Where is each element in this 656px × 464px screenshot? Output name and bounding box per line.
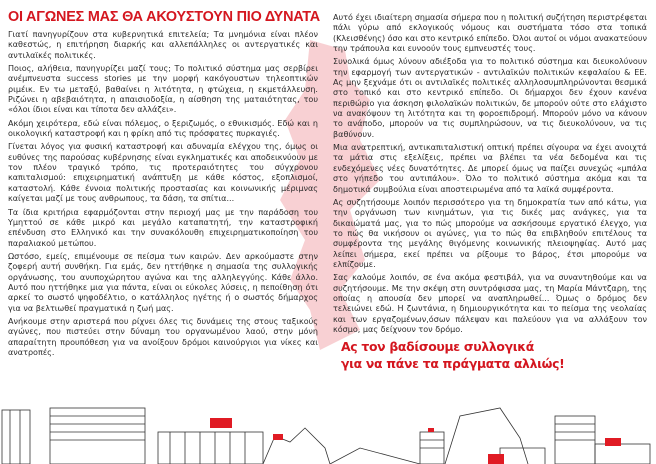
slogan-line: Ας τον βαδίσουμε συλλογικά <box>341 339 534 355</box>
paragraph: Αυτό έχει ιδιαίτερη σημασία σήμερα που η πολιτική συζήτηση περιστρέφεται πάλι γύρω από εκλογικούς νόμους και συστήματα τόσο στα τοπικά (Κλεισθένης) όσο και στο κεντρικό επίπεδο. Όλοι αυτοί οι νόμοι ανακατεύουν την τράπουλα και ευνοούν τους εμπνευστές τους. <box>333 13 647 54</box>
paragraph: Ακόμη χειρότερα, εδώ είναι πόλεμος, ο ξεριζωμός, ο εθνικισμός. Εδώ και η οικολογική καταστροφή και η φρίκη από τις πρόσφατες πυρκαγιές. <box>8 118 318 139</box>
left-column <box>8 0 318 361</box>
right-column <box>333 0 647 372</box>
paragraph: Τα ίδια κριτήρια εφαρμόζονται στην περιοχή μας με την παράδοση του Υμηττού σε κάθε μικρό και μεγάλο καταπατητή, την καταστροφική επένδυση στο Ελληνικό και την συνακόλουθη επιχειρηματικοποίηση του παραλιακού μετώπου. <box>8 207 318 248</box>
slogan <box>341 338 647 372</box>
paragraph: Ποιος, αλήθεια, πανηγυρίζει μαζί τους; Το πολιτικό σύστημα μας σερβίρει ανέμπνευστα success stories με την μορφή κακόγουστων τηλεοπτικών ριμέικ. Εν τω μεταξύ, βαθαίνει η λιτότητα, η φτώχεια, η εκμετάλλευση. Ριζώνει η αβεβαιότητα, η απαισιοδοξία, η αίσθηση της ματαιότητας, του «όλοι ίδιοι είναι και τίποτα δεν αλλάζει». <box>8 64 318 115</box>
paragraph: Ωστόσο, εμείς, επιμένουμε σε πείσμα των καιρών. Δεν αρκούμαστε στην ζοφερή αυτή συνθήκη. Για εμάς, δεν ηττήθηκε η σημασία της συλλογικής οργάνωσης, του ανυποχώρητου αγώνα και της αλληλεγγύης. Κάθε άλλο. Αυτό που ηττήθηκε μια για πάντα, είναι οι εύκολες λύσεις, η πεποίθηση ότι αρκεί το σωστό ψηφοδέλτιο, ο κατάλληλος ηγέτης ή ο σωστός δήμαρχος για να βελτιωθεί πραγματικά η ζωή μας. <box>8 251 318 313</box>
paragraph: Σας καλούμε λοιπόν, σε ένα ακόμα φεστιβάλ, για να συναντηθούμε και να συζητήσουμε. Με την σκέψη στη συντρόφισσα μας, τη Μαρία Μάντζαρη, της οποίας η απουσία δεν μπορεί να αναπληρωθεί... Όμως ο δρόμος δεν τελειώνει εδώ. Η ζωντάνια, η δημιουργικότητα και το πείσμα της νεολαίας και των εργαζομένων,όσων πάλεψαν και παλεύουν για να αλλάξουν τον κόσμο, μας δείχνουν τον δρόμο. <box>333 273 647 334</box>
cityscape-illustration-icon <box>0 398 656 464</box>
paragraph: Μια ανατρεπτική, αντικαπιταλιστική οπτική πρέπει σίγουρα να έχει ανοιχτά τα μάτια στις εξελίξεις, πρέπει να βλέπει τα νέα δεδομένα και τις ενδεχόμενες νέες δυνατότητες. Δε μπορεί όμως να παίζει συνεχώς «μπάλα στο γήπεδο του αντιπάλου». Όλο το πολιτικό σύστημα ακόμα και τα δημοτικά συμβούλια είναι αποστειρωμένα από τα λαϊκά συμφέροντα. <box>333 143 647 194</box>
slogan-line: για να πάνε τα πράγματα αλλιώς! <box>341 356 565 372</box>
paragraph: Γίνεται λόγος για φυσική καταστροφή και αδυναμία ελέγχου της, όμως οι ευθύνες της παρούσας κυβέρνησης είναι εγκληματικές και αποδεικνύουν με τον πλέον τραγικό τρόπο, τις προτεραιότητες του σύγχρονου καπιταλισμού: επιχειρηματική ανάπτυξη με κάθε κόστος, εξοπλισμοί, καταστολή. Κάθε έννοια πολιτικής προστασίας και κοινωνικής μέριμνας καίγεται μαζί με τους ανθρωπους, τα δάση, τα σπίτια... <box>8 142 318 204</box>
paragraph: Γιατί πανηγυρίζουν στα κυβερνητικά επιτελεία; Τα μνημόνια είναι πλέον καθεστώς, η επιτήρηση διαρκής και αλλεπάλληλες οι αντεργατικές και αντιλαϊκές πολιτικές. <box>8 30 318 60</box>
paragraph: Ας συζητήσουμε λοιπόν περισσότερο για τη δημοκρατία των από κάτω, για την οργάνωση των κινημάτων, για τις δικές μας ανάγκες, για τα δικαιώματά μας, για το πώς μπορούμε να ασκήσουμε εργατικό έλεγχο, για το πώς θα νικήσουν οι αγώνες, για το πώς θα επιβληθούν επιτέλους τα συμφέροντα της μεγάλης θιγόμενης κοινωνικής πλειοψηφίας. Αυτό μας λείπει σήμερα, εκεί πρέπει να ρίξουμε το βάρος, έτσι μπορούμε να ελπίζουμε. <box>333 197 647 269</box>
paragraph: Συνολικά όμως λύνουν αδιέξοδα για το πολιτικό σύστημα και διευκολύνουν την εφαρμογή των αντεργατικών - αντιλαϊκών πολιτικών κεφαλαίου & ΕΕ. Ας μην ξεχνάμε ότι οι αντιλαϊκές πολιτικές αλληλοσυμπληρώνονται θεσμικά στο τοπικό και στο κεντρικό επίπεδο. Οι δήμαρχοι δεν έχουν κανένα περιθώριο για άσκηση φιλολαϊκών πολιτικών, δε μπορούν ούτε στο ελάχιστο να ανακόψουν τη λιτότητα και τη φοροεπιδρομή. Μπορούν μόνο να κάνουν το ανάποδο, μπορούν να τις συμπληρώσουν, να τις διευκολύνουν, να τις βαθύνουν. <box>333 57 647 139</box>
page-title: ΟΙ ΑΓΩΝΕΣ ΜΑΣ ΘΑ ΑΚΟΥΣΤΟΥΝ ΠΙΟ ΔΥΝΑΤΑ <box>8 9 320 25</box>
paragraph: Ανήκουμε στην αριστερά που ρίχνει όλες τις δυνάμεις της στους ταξικούς αγώνες, που πιστεύει στην δύναμη του οργανωμένου λαού, στην μόνη απαραίτητη προυπόθεση για να ανοίξουν δρόμοι καινούργιοι για νίκες και ανατροπές. <box>8 316 318 357</box>
